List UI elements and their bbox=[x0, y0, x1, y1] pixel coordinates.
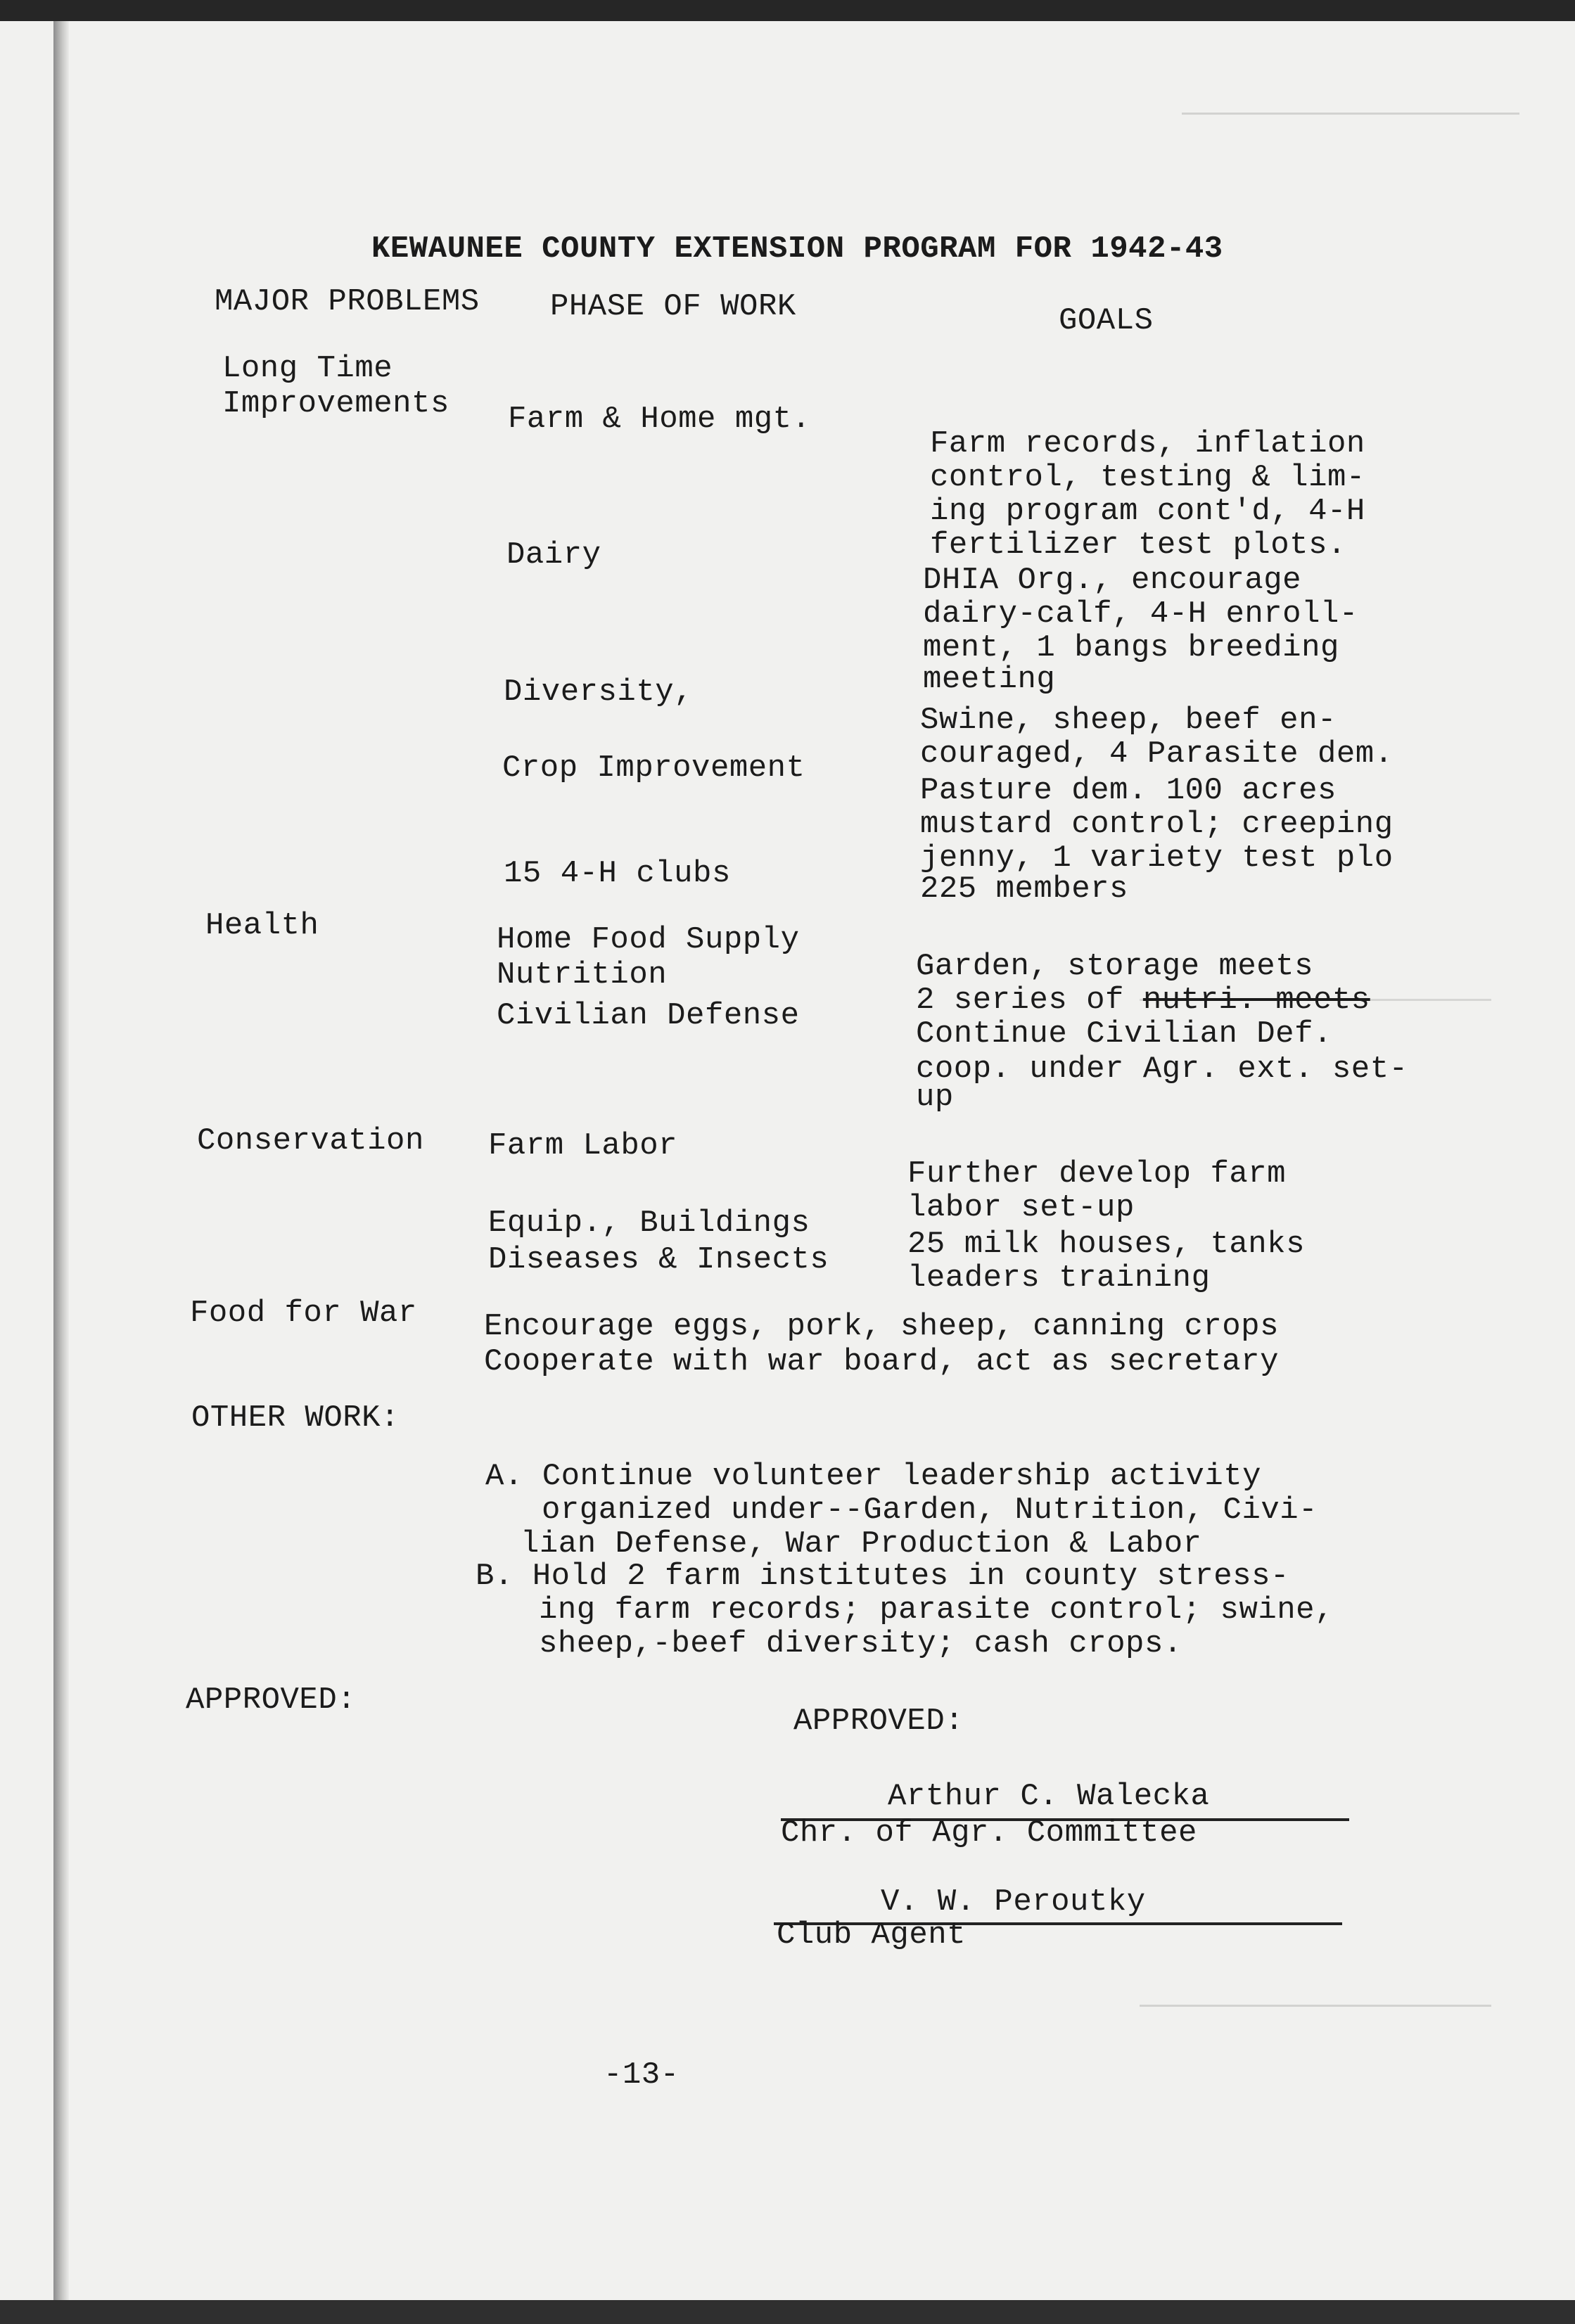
header-major-problems: MAJOR PROBLEMS bbox=[215, 284, 480, 319]
other-work-heading: OTHER WORK: bbox=[191, 1400, 400, 1436]
goal-text: 2 series of bbox=[916, 983, 1143, 1018]
goal-line: dairy-calf, 4-H enroll- bbox=[923, 596, 1358, 632]
goal-line: labor set-up bbox=[907, 1190, 1135, 1225]
goal-line: ment, 1 bangs breeding bbox=[923, 630, 1339, 665]
phase-farm-home: Farm & Home mgt. bbox=[508, 402, 811, 437]
other-work-b-line-3: sheep,-beef diversity; cash crops. bbox=[539, 1626, 1182, 1661]
problem-food-for-war: Food for War bbox=[190, 1296, 417, 1331]
phase-crop-improvement: Crop Improvement bbox=[502, 751, 805, 786]
goal-line: DHIA Org., encourage bbox=[923, 563, 1302, 598]
goal-line: fertilizer test plots. bbox=[930, 528, 1346, 563]
goal-line: 25 milk houses, tanks bbox=[907, 1227, 1305, 1262]
signature-1-title: Chr. of Agr. Committee bbox=[781, 1815, 1197, 1851]
goal-line: coop. under Agr. ext. set- bbox=[916, 1052, 1408, 1087]
goal-line: leaders training bbox=[907, 1260, 1211, 1296]
problem-long-time: Long Time bbox=[222, 351, 393, 386]
other-work-a-line-2: organized under--Garden, Nutrition, Civi- bbox=[542, 1493, 1318, 1528]
problem-health: Health bbox=[205, 908, 319, 943]
phase-dairy: Dairy bbox=[506, 537, 601, 573]
signature-2-name: V. W. Peroutky bbox=[881, 1884, 1146, 1920]
goal-line: ing program cont'd, 4-H bbox=[930, 494, 1365, 529]
goal-line: control, testing & lim- bbox=[930, 460, 1365, 495]
goal-line: Further develop farm bbox=[907, 1156, 1287, 1192]
phase-diseases-insects: Diseases & Insects bbox=[488, 1242, 829, 1277]
problem-improvements: Improvements bbox=[222, 386, 449, 421]
document-title: KEWAUNEE COUNTY EXTENSION PROGRAM FOR 1942-43 bbox=[371, 231, 1223, 267]
bleed-through-mark bbox=[1182, 113, 1519, 115]
phase-equip-buildings: Equip., Buildings bbox=[488, 1206, 810, 1241]
phase-farm-labor: Farm Labor bbox=[488, 1128, 678, 1163]
other-work-a-line-1: A. Continue volunteer leadership activity bbox=[485, 1459, 1262, 1494]
approved-label-left: APPROVED: bbox=[186, 1683, 357, 1718]
goal-line: Farm records, inflation bbox=[930, 426, 1365, 461]
other-work-b-line-1: B. Hold 2 farm institutes in county stress- bbox=[476, 1559, 1289, 1594]
food-war-line-2: Cooperate with war board, act as secretary bbox=[484, 1344, 1279, 1379]
phase-home-food: Home Food Supply bbox=[497, 922, 800, 957]
goal-line: Continue Civilian Def. bbox=[916, 1016, 1332, 1052]
goal-line: mustard control; creeping bbox=[920, 807, 1394, 842]
phase-4h-clubs: 15 4-H clubs bbox=[504, 856, 731, 891]
goal-line: couraged, 4 Parasite dem. bbox=[920, 736, 1394, 772]
other-work-a-line-3: lian Defense, War Production & Labor bbox=[521, 1526, 1202, 1562]
goal-line: meeting bbox=[923, 662, 1056, 697]
signature-2-title: Club Agent bbox=[777, 1917, 967, 1953]
phase-nutrition: Nutrition bbox=[497, 957, 668, 992]
goal-line: up bbox=[916, 1080, 954, 1115]
goal-struck-text: nutri. meets bbox=[1142, 983, 1370, 1018]
problem-conservation: Conservation bbox=[197, 1123, 424, 1158]
bleed-through-mark bbox=[1140, 2005, 1491, 2007]
header-goals: GOALS bbox=[1059, 303, 1154, 338]
goal-line: jenny, 1 variety test plo bbox=[920, 841, 1394, 876]
goal-line: Swine, sheep, beef en- bbox=[920, 703, 1337, 738]
other-work-b-line-2: ing farm records; parasite control; swine, bbox=[539, 1592, 1334, 1628]
goal-line: 225 members bbox=[920, 872, 1128, 907]
phase-diversity: Diversity, bbox=[504, 675, 694, 710]
page-number: -13- bbox=[604, 2057, 680, 2093]
approved-label-right: APPROVED: bbox=[793, 1704, 964, 1739]
goal-line: Pasture dem. 100 acres bbox=[920, 773, 1337, 808]
food-war-line-1: Encourage eggs, pork, sheep, canning crops bbox=[484, 1309, 1279, 1344]
phase-civilian-defense: Civilian Defense bbox=[497, 998, 800, 1033]
header-phase-of-work: PHASE OF WORK bbox=[550, 289, 796, 324]
goal-line-nutrition bbox=[916, 983, 1370, 1017]
signature-1-name: Arthur C. Walecka bbox=[888, 1779, 1210, 1814]
goal-line: Garden, storage meets bbox=[916, 949, 1313, 984]
